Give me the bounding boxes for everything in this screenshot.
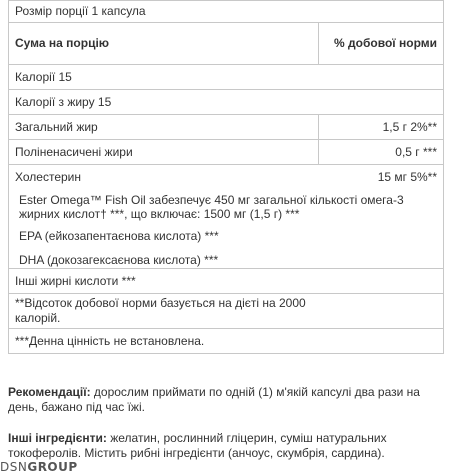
serving-size: Розмір порції 1 капсула <box>9 1 444 23</box>
dv-not-established-row <box>9 329 444 354</box>
header-row <box>9 23 444 65</box>
other-fatty-acids-row <box>9 269 444 294</box>
dha-line: DHA (докозагексаєнова кислота) *** <box>19 253 219 267</box>
supplement-facts-table <box>8 0 444 354</box>
calories: Калорії 15 <box>9 65 444 90</box>
logo-group: GROUP <box>27 460 78 474</box>
dv-basis-note: **Відсоток добової норми базується на дієті на 2000 калорій. <box>9 294 444 329</box>
total-fat-row <box>9 115 444 140</box>
logo-brand: DSN <box>0 460 28 474</box>
calories-from-fat: Калорії з жиру 15 <box>9 90 444 115</box>
calories-fat-row <box>9 90 444 115</box>
recommendations-label: Рекомендації: <box>8 385 91 399</box>
polyunsaturated-label: Поліненасичені жири <box>9 140 319 165</box>
cholesterol-value: 15 мг 5%** <box>377 170 438 184</box>
dv-basis-note-row <box>9 294 444 329</box>
total-fat-label: Загальний жир <box>9 115 319 140</box>
ingredients-label: Інші інгредієнти: <box>8 431 107 445</box>
omega-3-description: Ester Omega™ Fish Oil забезпечує 450 мг загальної кількості омега-3 жирних кислот† ***, що включає: 1500 мг (1,5 г) *** <box>19 193 404 221</box>
epa-line: EPA (ейкозапентаєнова кислота) *** <box>19 229 219 243</box>
ingredients-paragraph <box>8 431 448 461</box>
dsn-group-logo <box>0 461 78 474</box>
dv-not-established-note: ***Денна цінність не встановлена. <box>9 329 444 354</box>
recommendations-text: дорослим приймати по одній (1) м'якій капсулі два рази на день, бажано під час їжі. <box>8 385 420 414</box>
daily-value-header: % добової норми <box>319 23 444 65</box>
recommendations-paragraph <box>8 385 448 415</box>
serving-size-row <box>9 1 444 23</box>
cholesterol-label: Холестерин <box>15 170 81 184</box>
cholesterol-omega-row <box>9 165 444 269</box>
calories-row <box>9 65 444 90</box>
polyunsaturated-row <box>9 140 444 165</box>
amount-per-serving-header: Сума на порцію <box>9 23 319 65</box>
ingredients-text: желатин, рослинний гліцерин, суміш натуральних токоферолів. Містить рибні інгредієнти (анчоус, скумбрія, сардина). <box>8 431 387 460</box>
total-fat-value: 1,5 г 2%** <box>319 115 444 140</box>
other-fatty-acids: Інші жирні кислоти *** <box>9 269 444 294</box>
polyunsaturated-value: 0,5 г *** <box>319 140 444 165</box>
supplement-facts-panel <box>8 0 443 354</box>
